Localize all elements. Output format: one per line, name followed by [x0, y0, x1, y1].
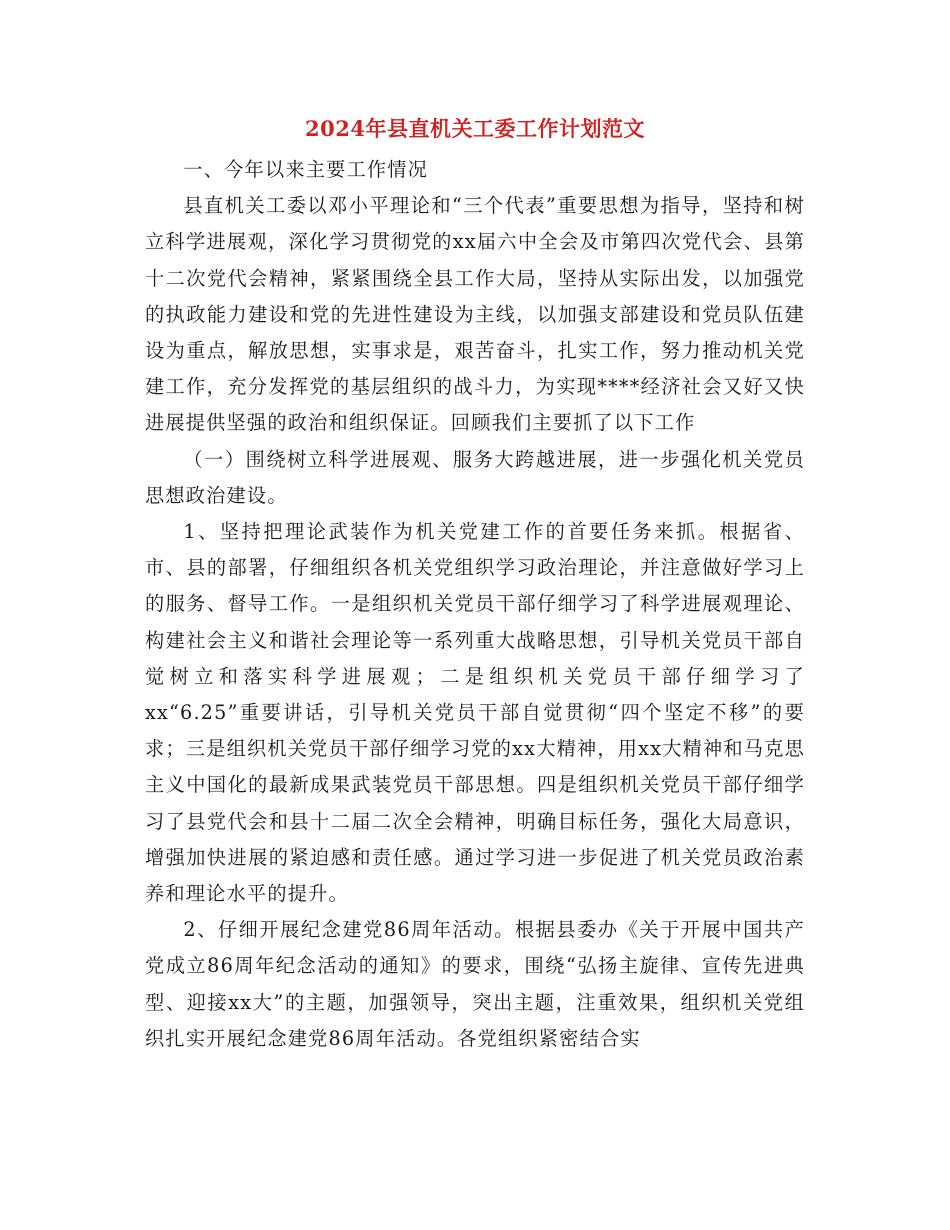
paragraph-intro: 县直机关工委以邓小平理论和“三个代表”重要思想为指导，坚持和树立科学进展观，深化学习贯彻党的xx届六中全会及市第四次党代会、县第十二次党代会精神，紧紧围绕全县工作大局，坚持从实际出发，以加强党的执政能力建设和党的先进性建设为主线，以加强支部建设和党员队伍建设为重点，解放思想，实事求是，艰苦奋斗，扎实工作，努力推动机关党建工作，充分发挥党的基层组织的战斗力，为实现****经济社会又好又快进展提供坚强的政治和组织保证。回顾我们主要抓了以下工作: [145, 194, 805, 435]
section-heading: 一、今年以来主要工作情况: [183, 158, 429, 181]
subsection-heading: （一）围绕树立科学进展观、服务大跨越进展，进一步强化机关党员思想政治建设。: [145, 447, 805, 507]
paragraph-item-1: 1、坚持把理论武装作为机关党建工作的首要任务来抓。根据省、市、县的部署，仔细组织各机关党组织学习政治理论，并注意做好学习上的服务、督导工作。一是组织机关党员干部仔细学习了科学进展观理论、构建社会主义和谐社会理论等一系列重大战略思想，引导机关党员干部自觉树立和落实科学进展观；二是组织机关党员干部仔细学习了xx“6.25”重要讲话，引导机关党员干部自觉贯彻“四个坚定不移”的要求；三是组织机关党员干部仔细学习党的xx大精神，用xx大精神和马克思主义中国化的最新成果武装党员干部思想。四是组织机关党员干部仔细学习了县党代会和县十二届二次全会精神，明确目标任务，强化大局意识，增强加快进展的紧迫感和责任感。通过学习进一步促进了机关党员政治素养和理论水平的提升。: [145, 520, 805, 906]
document-title: 2024年县直机关工委工作计划范文: [305, 116, 645, 141]
paragraph-item-2: 2、仔细开展纪念建党86周年活动。根据县委办《关于开展中国共产党成立86周年纪念活动的通知》的要求，围绕“弘扬主旋律、宣传先进典型、迎接xx大”的主题，加强领导，突出主题，注重效果，组织机关党组织扎实开展纪念建党86周年活动。各党组织紧密结合实: [145, 918, 805, 1050]
document-body: [145, 152, 805, 1057]
